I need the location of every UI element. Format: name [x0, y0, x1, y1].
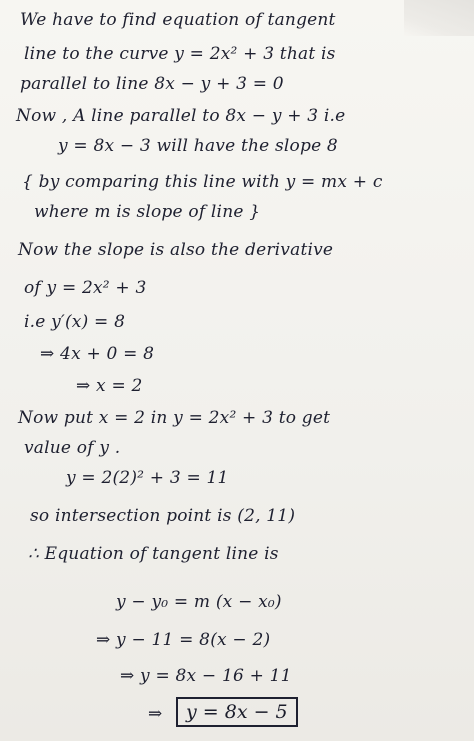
- line-9: of y = 2x² + 3: [24, 278, 147, 298]
- line-2: line to the curve y = 2x² + 3 that is: [24, 44, 336, 64]
- line-21-arrow: ⇒: [148, 704, 163, 724]
- line-5: y = 8x − 3 will have the slope 8: [58, 136, 338, 156]
- final-answer-box: y = 8x − 5: [176, 697, 298, 727]
- line-19: ⇒ y − 11 = 8(x − 2): [96, 630, 271, 650]
- line-8: Now the slope is also the derivative: [18, 240, 334, 260]
- line-12: ⇒ x = 2: [76, 376, 143, 396]
- line-6: { by comparing this line with y = mx + c: [22, 172, 383, 192]
- line-20: ⇒ y = 8x − 16 + 11: [120, 666, 292, 686]
- line-14: value of y .: [24, 438, 121, 458]
- line-4: Now , A line parallel to 8x − y + 3 i.e: [16, 106, 346, 126]
- line-10: i.e y′(x) = 8: [24, 312, 126, 332]
- line-3: parallel to line 8x − y + 3 = 0: [20, 74, 284, 94]
- line-1: We have to find equation of tangent: [20, 10, 336, 30]
- line-17: ∴ Equation of tangent line is: [28, 544, 279, 564]
- line-13: Now put x = 2 in y = 2x² + 3 to get: [18, 408, 331, 428]
- page-corner-shadow: [404, 0, 474, 36]
- line-15: y = 2(2)² + 3 = 11: [66, 468, 229, 488]
- line-18: y − y₀ = m (x − x₀): [116, 592, 282, 612]
- line-16: so intersection point is (2, 11): [30, 506, 296, 526]
- line-7: where m is slope of line }: [34, 202, 261, 222]
- line-11: ⇒ 4x + 0 = 8: [40, 344, 155, 364]
